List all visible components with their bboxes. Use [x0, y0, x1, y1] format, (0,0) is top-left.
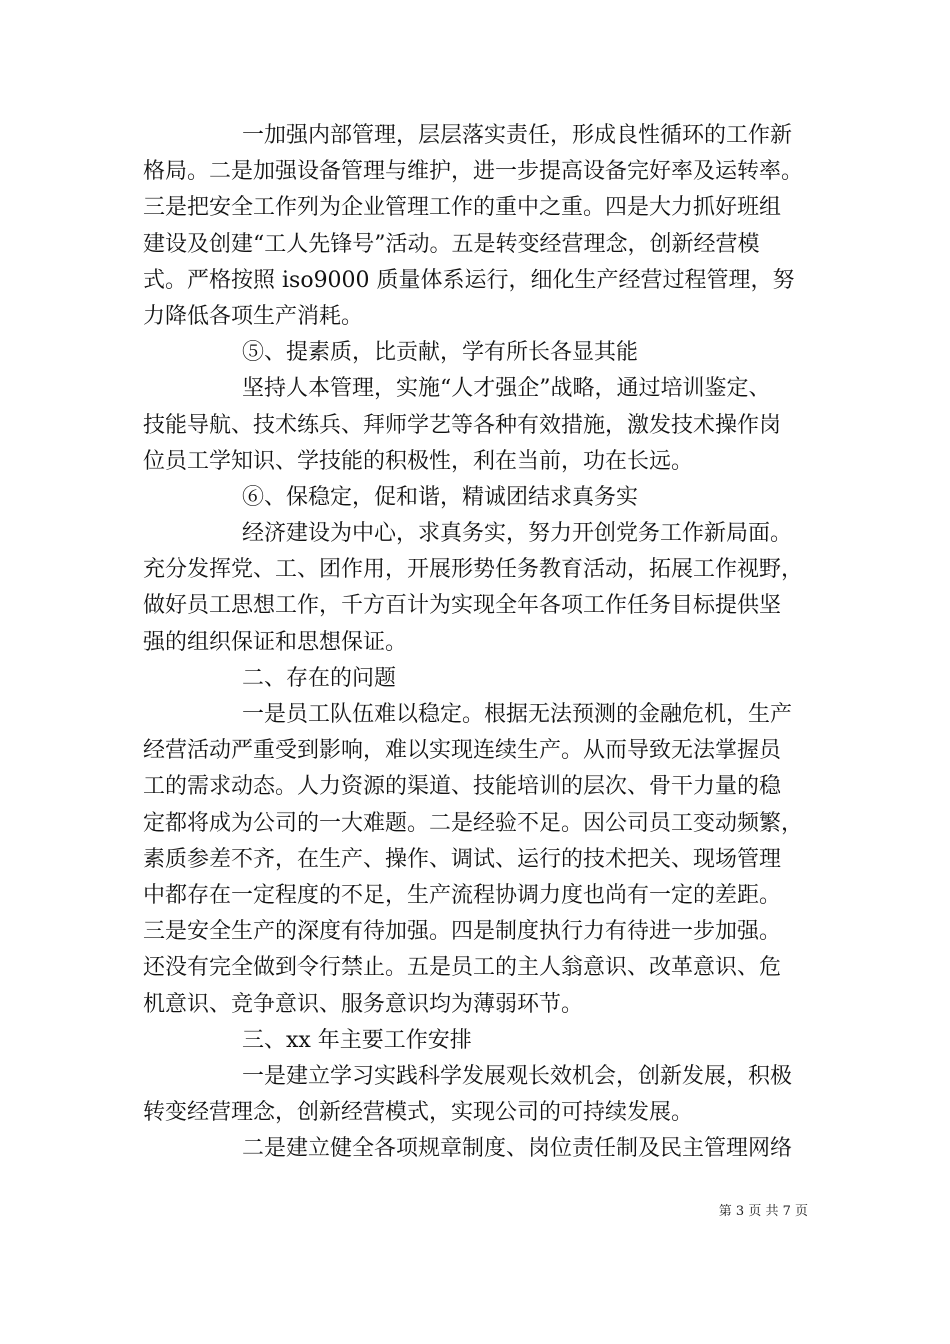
- text-line: 一加强内部管理，层层落实责任，形成良性循环的工作新: [242, 123, 793, 148]
- text-line: 转变经营理念，创新经营模式，实现公司的可持续发展。: [143, 1100, 694, 1126]
- text-line: 位员工学知识、学技能的积极性，利在当前，功在长远。: [143, 448, 694, 474]
- text-line: 二是建立健全各项规章制度、岗位责任制及民主管理网络: [242, 1136, 793, 1162]
- page-number: 第 3 页 共 7 页: [718, 1204, 808, 1219]
- text-line: 三是安全生产的深度有待加强。四是制度执行力有待进一步加强。: [143, 919, 782, 945]
- text-line: 做好员工思想工作，千方百计为实现全年各项工作任务目标提供坚: [143, 593, 782, 619]
- text-line: 一是员工队伍难以稳定。根据无法预测的金融危机，生产: [242, 702, 793, 727]
- text-line: 式。严格按照 iso9000 质量体系运行，细化生产经营过程管理，努: [143, 267, 795, 293]
- text-line: 强的组织保证和思想保证。: [143, 629, 408, 655]
- text-line: 经济建设为中心，求真务实，努力开创党务工作新局面。: [242, 521, 793, 547]
- text-line: 一是建立学习实践科学发展观长效机会，创新发展，积极: [242, 1063, 793, 1089]
- text-line: ⑤、提素质，比贡献，学有所长各显其能: [242, 340, 639, 366]
- text-line: 机意识、竞争意识、服务意识均为薄弱环节。: [143, 991, 584, 1017]
- text-line: 定都将成为公司的一大难题。二是经验不足。因公司员工变动频繁，: [143, 810, 804, 836]
- text-line: 中都存在一定程度的不足，生产流程协调力度也尚有一定的差距。: [143, 882, 782, 908]
- text-line: ⑥、保稳定，促和谐，精诚团结求真务实: [242, 484, 639, 510]
- text-line: 三、xx 年主要工作安排: [242, 1027, 472, 1053]
- text-line: 经营活动严重受到影响，难以实现连续生产。从而导致无法掌握员: [143, 738, 782, 764]
- text-line: 坚持人本管理，实施“人才强企”战略，通过培训鉴定、: [242, 376, 771, 402]
- text-line: 二、存在的问题: [242, 665, 397, 691]
- text-line: 还没有完全做到令行禁止。五是员工的主人翁意识、改革意识、危: [143, 955, 782, 981]
- text-line: 技能导航、技术练兵、拜师学艺等各种有效措施，激发技术操作岗: [143, 412, 782, 438]
- text-line: 工的需求动态。人力资源的渠道、技能培训的层次、骨干力量的稳: [143, 774, 782, 800]
- text-line: 力降低各项生产消耗。: [143, 303, 364, 329]
- text-line: 素质参差不齐，在生产、操作、调试、运行的技术把关、现场管理: [143, 846, 782, 872]
- text-line: 格局。二是加强设备管理与维护，进一步提高设备完好率及运转率。: [143, 159, 804, 185]
- text-line: 三是把安全工作列为企业管理工作的重中之重。四是大力抓好班组: [143, 195, 782, 221]
- document-body: [143, 118, 807, 1167]
- text-line: 建设及创建“工人先锋号”活动。五是转变经营理念，创新经营模: [143, 231, 760, 257]
- text-line: 充分发挥党、工、团作用，开展形势任务教育活动，拓展工作视野，: [143, 557, 804, 583]
